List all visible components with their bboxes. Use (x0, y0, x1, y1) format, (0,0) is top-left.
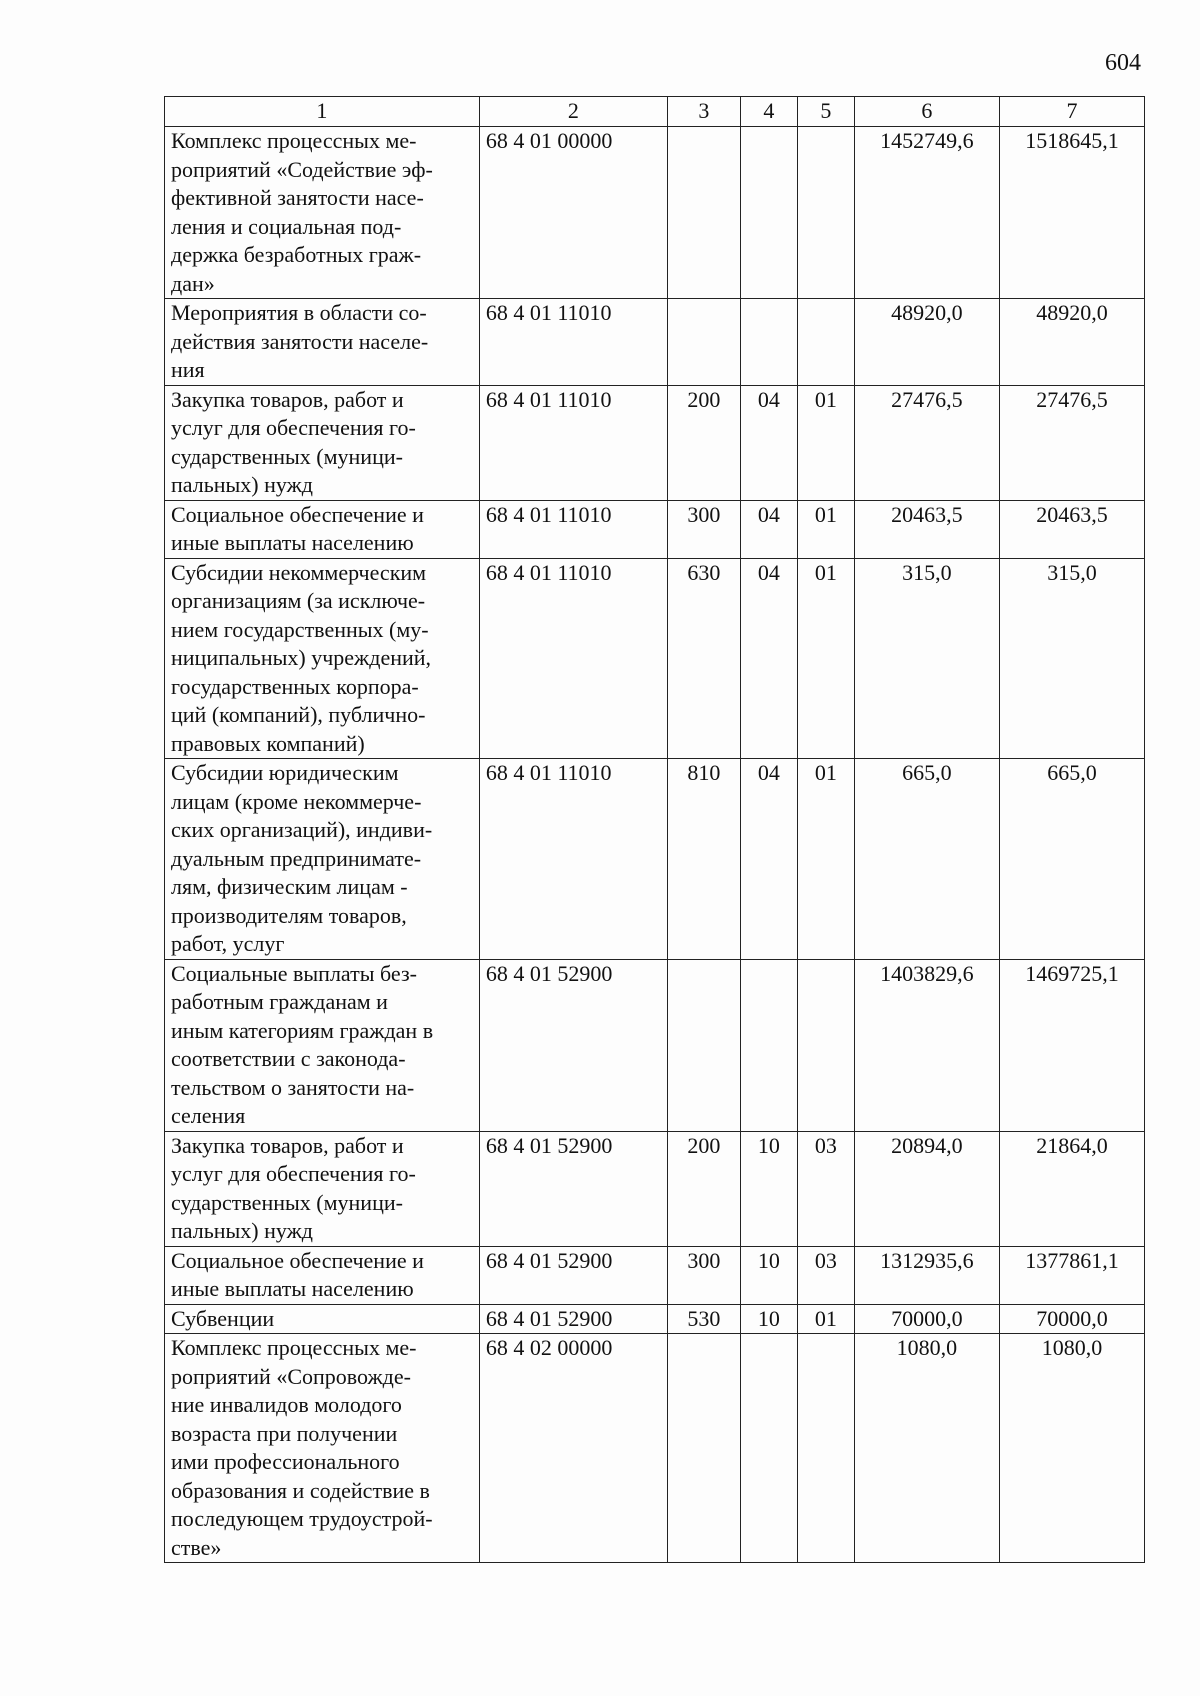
expense-type-cell (667, 127, 740, 299)
target-code-cell: 68 4 01 11010 (479, 500, 667, 558)
amount-cell-col7: 70000,0 (999, 1304, 1144, 1334)
subsection-cell: 03 (797, 1246, 854, 1304)
subsection-cell (797, 127, 854, 299)
item-name-line: Социальное обеспечение и (171, 1247, 424, 1273)
item-name-line: последующем трудоустрой- (171, 1506, 433, 1531)
item-name-line: роприятий «Содействие эф- (171, 156, 433, 182)
amount-cell-col7: 20463,5 (999, 500, 1144, 558)
amount-cell-col6: 48920,0 (854, 299, 999, 386)
target-code-cell: 68 4 02 00000 (479, 1334, 667, 1563)
item-name-line: тельством о занятости на- (171, 1074, 415, 1100)
budget-table (164, 96, 1145, 1563)
item-name-line: Закупка товаров, работ и (171, 386, 404, 412)
subsection-cell: 01 (797, 558, 854, 759)
target-code-cell: 68 4 01 52900 (479, 1304, 667, 1334)
amount-cell-col7: 48920,0 (999, 299, 1144, 386)
page-number: 604 (1105, 50, 1141, 76)
subsection-cell: 01 (797, 1304, 854, 1334)
item-name-line: сударственных (муници- (171, 1189, 403, 1215)
column-header-1: 1 (165, 97, 480, 127)
item-name-line: работным гражданам и (171, 989, 388, 1014)
amount-cell-col7: 665,0 (999, 759, 1144, 960)
subsection-cell: 01 (797, 759, 854, 960)
section-cell (740, 959, 797, 1131)
section-cell: 10 (740, 1246, 797, 1304)
item-name-line: ние инвалидов молодого (171, 1392, 402, 1417)
amount-cell-col6: 1452749,6 (854, 127, 999, 299)
item-name-line: ими профессионального (171, 1449, 400, 1474)
item-name-cell (165, 959, 480, 1131)
table-row (165, 1246, 1145, 1304)
item-name-line: услуг для обеспечения го- (171, 1161, 416, 1186)
section-cell: 10 (740, 1131, 797, 1246)
table-row (165, 1334, 1145, 1563)
column-header-5: 5 (797, 97, 854, 127)
item-name-line: пальных) нужд (171, 472, 314, 497)
item-name-line: держка безработных граж- (171, 242, 422, 267)
item-name-line: дан» (171, 270, 215, 296)
section-cell: 04 (740, 759, 797, 960)
column-header-4: 4 (740, 97, 797, 127)
amount-cell-col6: 1403829,6 (854, 959, 999, 1131)
section-cell (740, 127, 797, 299)
item-name-line: Мероприятия в области со- (171, 300, 427, 325)
item-name-line: Субсидии юридическим (171, 760, 399, 785)
subsection-cell (797, 1334, 854, 1563)
item-name-line: селения (171, 1103, 246, 1128)
item-name-line: иные выплаты населению (171, 530, 414, 555)
column-header-6: 6 (854, 97, 999, 127)
item-name-line: ских организаций), индиви- (171, 817, 433, 842)
item-name-line: Субсидии некоммерческим (171, 559, 427, 585)
item-name-line: роприятий «Сопровожде- (171, 1363, 411, 1389)
section-cell: 04 (740, 558, 797, 759)
item-name-line: Комплекс процессных ме- (171, 1335, 417, 1360)
target-code-cell: 68 4 01 00000 (479, 127, 667, 299)
table-row (165, 385, 1145, 500)
item-name-line: ниципальных) учреждений, (171, 645, 432, 670)
expense-type-cell: 300 (667, 500, 740, 558)
item-name-cell (165, 500, 480, 558)
table-row (165, 759, 1145, 960)
amount-cell-col6: 1312935,6 (854, 1246, 999, 1304)
item-name-line: возраста при получении (171, 1420, 398, 1446)
item-name-cell (165, 759, 480, 960)
item-name-line: пальных) нужд (171, 1218, 314, 1243)
expense-type-cell: 200 (667, 1131, 740, 1246)
expense-type-cell (667, 299, 740, 386)
header-row (165, 97, 1145, 127)
subsection-cell (797, 299, 854, 386)
item-name-line: организациям (за исключе- (171, 588, 426, 613)
amount-cell-col6: 665,0 (854, 759, 999, 960)
item-name-line: иные выплаты населению (171, 1276, 414, 1301)
table-row (165, 558, 1145, 759)
expense-type-cell: 810 (667, 759, 740, 960)
item-name-line: ций (компаний), публично- (171, 702, 426, 727)
table-row (165, 959, 1145, 1131)
item-name-line: услуг для обеспечения го- (171, 415, 416, 440)
item-name-line: лицам (кроме некоммерче- (171, 788, 422, 814)
item-name-line: стве» (171, 1534, 222, 1560)
item-name-line: образования и содействие в (171, 1477, 430, 1503)
item-name-line: фективной занятости насе- (171, 185, 424, 210)
item-name-line: производителям товаров, (171, 902, 407, 928)
item-name-cell (165, 558, 480, 759)
item-name-cell (165, 1131, 480, 1246)
target-code-cell: 68 4 01 52900 (479, 1131, 667, 1246)
amount-cell-col7: 1469725,1 (999, 959, 1144, 1131)
item-name-line: правовых компаний) (171, 730, 365, 756)
section-cell: 04 (740, 500, 797, 558)
item-name-line: работ, услуг (171, 931, 285, 956)
target-code-cell: 68 4 01 11010 (479, 299, 667, 386)
amount-cell-col6: 315,0 (854, 558, 999, 759)
column-header-3: 3 (667, 97, 740, 127)
item-name-line: Субвенции (171, 1305, 275, 1331)
item-name-line: иным категориям граждан в (171, 1017, 434, 1043)
item-name-line: дуальным предпринимате- (171, 845, 422, 871)
expense-type-cell (667, 959, 740, 1131)
section-cell (740, 299, 797, 386)
item-name-line: нием государственных (му- (171, 616, 429, 642)
item-name-line: Закупка товаров, работ и (171, 1132, 404, 1158)
column-header-2: 2 (479, 97, 667, 127)
amount-cell-col7: 1377861,1 (999, 1246, 1144, 1304)
table-row (165, 500, 1145, 558)
item-name-line: ления и социальная под- (171, 213, 402, 239)
expense-type-cell: 530 (667, 1304, 740, 1334)
item-name-line: лям, физическим лицам - (171, 874, 408, 899)
target-code-cell: 68 4 01 11010 (479, 558, 667, 759)
amount-cell-col6: 20463,5 (854, 500, 999, 558)
section-cell: 10 (740, 1304, 797, 1334)
section-cell: 04 (740, 385, 797, 500)
item-name-cell (165, 127, 480, 299)
item-name-line: государственных корпора- (171, 673, 419, 699)
expense-type-cell (667, 1334, 740, 1563)
amount-cell-col6: 70000,0 (854, 1304, 999, 1334)
subsection-cell: 01 (797, 385, 854, 500)
item-name-line: действия занятости населе- (171, 328, 429, 354)
target-code-cell: 68 4 01 11010 (479, 759, 667, 960)
item-name-line: сударственных (муници- (171, 443, 403, 469)
expense-type-cell: 200 (667, 385, 740, 500)
table-row (165, 1304, 1145, 1334)
expense-type-cell: 630 (667, 558, 740, 759)
amount-cell-col7: 21864,0 (999, 1131, 1144, 1246)
item-name-line: Социальные выплаты без- (171, 960, 417, 986)
subsection-cell (797, 959, 854, 1131)
section-cell (740, 1334, 797, 1563)
item-name-line: соответствии с законода- (171, 1046, 406, 1071)
subsection-cell: 01 (797, 500, 854, 558)
target-code-cell: 68 4 01 52900 (479, 1246, 667, 1304)
amount-cell-col7: 1518645,1 (999, 127, 1144, 299)
table-row (165, 299, 1145, 386)
item-name-line: Социальное обеспечение и (171, 501, 424, 527)
expense-type-cell: 300 (667, 1246, 740, 1304)
item-name-cell (165, 299, 480, 386)
subsection-cell: 03 (797, 1131, 854, 1246)
table-body (165, 127, 1145, 1563)
item-name-cell (165, 1246, 480, 1304)
item-name-cell (165, 385, 480, 500)
table-row (165, 1131, 1145, 1246)
item-name-cell (165, 1334, 480, 1563)
amount-cell-col7: 315,0 (999, 558, 1144, 759)
target-code-cell: 68 4 01 52900 (479, 959, 667, 1131)
item-name-line: Комплекс процессных ме- (171, 128, 417, 153)
target-code-cell: 68 4 01 11010 (479, 385, 667, 500)
amount-cell-col6: 1080,0 (854, 1334, 999, 1563)
amount-cell-col6: 20894,0 (854, 1131, 999, 1246)
column-header-7: 7 (999, 97, 1144, 127)
amount-cell-col7: 27476,5 (999, 385, 1144, 500)
item-name-cell (165, 1304, 480, 1334)
table-row (165, 127, 1145, 299)
amount-cell-col7: 1080,0 (999, 1334, 1144, 1563)
item-name-line: ния (171, 357, 205, 382)
amount-cell-col6: 27476,5 (854, 385, 999, 500)
